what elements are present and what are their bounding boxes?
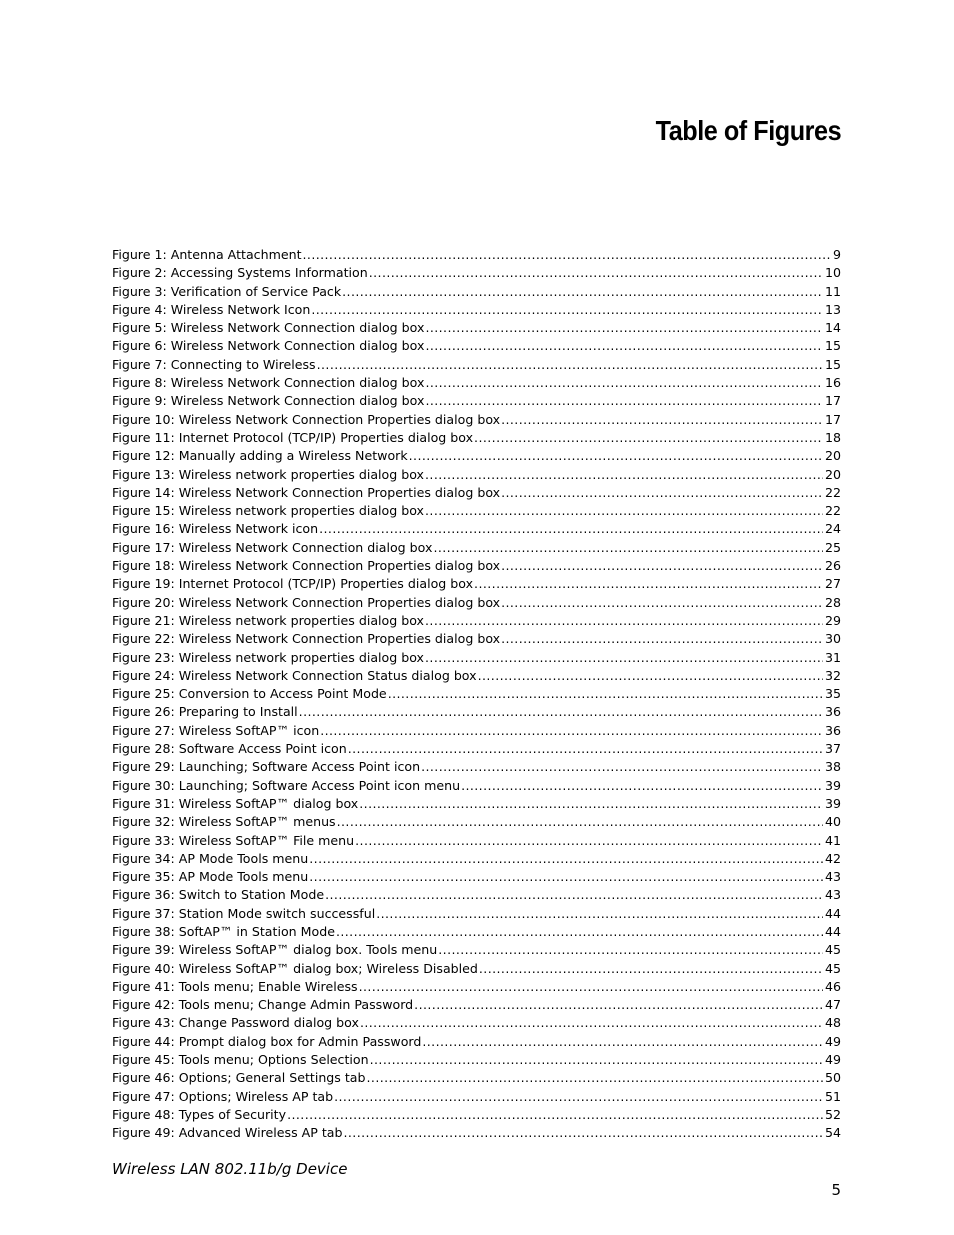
toc-entry[interactable] (112, 960, 841, 978)
toc-entry-page-number: 9 (832, 247, 841, 262)
toc-entry-page-number: 37 (824, 741, 841, 757)
toc-entry-page-number: 39 (824, 777, 841, 793)
toc-entry-label: Figure 39: Wireless SoftAP™ dialog box. Tools menu (112, 942, 438, 958)
toc-entry[interactable] (112, 905, 841, 923)
toc-entry-label: Figure 31: Wireless SoftAP™ dialog box (112, 795, 359, 811)
toc-entry-page-number: 27 (824, 576, 841, 592)
toc-entry-page-number: 17 (824, 393, 841, 409)
toc-entry-page-number: 36 (824, 722, 841, 738)
toc-entry[interactable] (112, 392, 841, 410)
toc-entry-label: Figure 1: Antenna Attachment (112, 247, 302, 262)
toc-entry[interactable] (112, 283, 841, 301)
toc-entry-page-number: 36 (824, 704, 841, 720)
footer-document-title: Wireless LAN 802.11b/g Device (112, 1160, 348, 1178)
toc-entry-label: Figure 2: Accessing Systems Information (112, 265, 368, 281)
toc-entry-label: Figure 5: Wireless Network Connection dialog box (112, 320, 425, 336)
toc-entry[interactable] (112, 685, 841, 703)
toc-entry-label: Figure 13: Wireless network properties dialog box (112, 466, 425, 482)
toc-entry-page-number: 30 (824, 631, 841, 647)
toc-entry-page-number: 47 (824, 997, 841, 1013)
toc-entry-page-number: 45 (824, 942, 841, 958)
dot-leader (425, 612, 823, 630)
toc-entry[interactable] (112, 795, 841, 813)
toc-entry[interactable] (112, 612, 841, 630)
toc-entry-label: Figure 43: Change Password dialog box (112, 1015, 359, 1031)
toc-entry-label: Figure 32: Wireless SoftAP™ menus (112, 814, 336, 830)
toc-entry[interactable] (112, 1106, 841, 1124)
toc-entry-page-number: 26 (824, 558, 841, 574)
toc-entry[interactable] (112, 850, 841, 868)
toc-entry-page-number: 14 (824, 320, 841, 336)
toc-entry[interactable] (112, 356, 841, 374)
toc-entry-page-number: 49 (824, 1033, 841, 1049)
toc-entry-label: Figure 20: Wireless Network Connection Properties dialog box (112, 594, 501, 610)
toc-entry-page-number: 51 (824, 1088, 841, 1104)
toc-entry[interactable] (112, 1124, 841, 1142)
toc-entry-label: Figure 23: Wireless network properties dialog box (112, 649, 425, 665)
toc-entry-label: Figure 4: Wireless Network Icon (112, 301, 311, 317)
toc-entry-label: Figure 18: Wireless Network Connection Properties dialog box (112, 558, 501, 574)
dot-leader (370, 1051, 823, 1069)
toc-entry-label: Figure 24: Wireless Network Connection Status dialog box (112, 667, 477, 683)
dot-leader (337, 813, 823, 831)
toc-entry-label: Figure 16: Wireless Network icon (112, 521, 319, 537)
dot-leader (344, 1124, 823, 1142)
dot-leader (433, 539, 823, 557)
toc-entry[interactable] (112, 813, 841, 831)
toc-entry-label: Figure 44: Prompt dialog box for Admin Password (112, 1033, 422, 1049)
dot-leader (309, 868, 823, 886)
dot-leader (425, 337, 823, 355)
toc-entry[interactable] (112, 319, 841, 337)
dot-leader (425, 502, 823, 520)
toc-entry-label: Figure 33: Wireless SoftAP™ File menu (112, 832, 355, 848)
toc-entry[interactable] (112, 502, 841, 520)
page-number: 5 (831, 1181, 841, 1199)
dot-leader (479, 960, 823, 978)
toc-entry-page-number: 15 (824, 338, 841, 354)
toc-entry-label: Figure 25: Conversion to Access Point Mode (112, 686, 387, 702)
dot-leader (501, 630, 823, 648)
toc-entry-label: Figure 46: Options; General Settings tab (112, 1070, 366, 1086)
toc-entry-label: Figure 40: Wireless SoftAP™ dialog box; Wireless Disabled (112, 960, 478, 976)
toc-entry[interactable] (112, 374, 841, 392)
dot-leader (388, 685, 823, 703)
toc-entry-label: Figure 17: Wireless Network Connection dialog box (112, 539, 433, 555)
dot-leader (303, 246, 831, 264)
dot-leader (421, 758, 823, 776)
toc-entry-page-number: 54 (824, 1125, 841, 1141)
toc-entry[interactable] (112, 1033, 841, 1051)
toc-entry[interactable] (112, 484, 841, 502)
toc-entry-label: Figure 3: Verification of Service Pack (112, 283, 342, 299)
toc-entry-label: Figure 36: Switch to Station Mode (112, 887, 325, 903)
toc-entry-label: Figure 28: Software Access Point icon (112, 741, 347, 757)
dot-leader (311, 301, 823, 319)
toc-entry-label: Figure 48: Types of Security (112, 1106, 287, 1122)
toc-entry[interactable] (112, 429, 841, 447)
toc-entry[interactable] (112, 575, 841, 593)
toc-entry[interactable] (112, 630, 841, 648)
dot-leader (409, 447, 823, 465)
toc-entry-page-number: 41 (824, 832, 841, 848)
toc-entry-label: Figure 26: Preparing to Install (112, 704, 298, 720)
toc-entry-page-number: 20 (824, 448, 841, 464)
toc-entry-page-number: 49 (824, 1052, 841, 1068)
toc-entry[interactable] (112, 1088, 841, 1106)
dot-leader (309, 850, 823, 868)
toc-entry-page-number: 18 (824, 429, 841, 445)
toc-entry-page-number: 44 (824, 923, 841, 939)
toc-entry[interactable] (112, 667, 841, 685)
toc-entry-page-number: 17 (824, 411, 841, 427)
dot-leader (355, 832, 823, 850)
toc-entry-page-number: 40 (824, 814, 841, 830)
toc-entry-page-number: 43 (824, 869, 841, 885)
toc-entry[interactable] (112, 941, 841, 959)
dot-leader (425, 392, 823, 410)
toc-entry[interactable] (112, 411, 841, 429)
dot-leader (360, 1014, 823, 1032)
toc-entry-page-number: 20 (824, 466, 841, 482)
toc-entry-page-number: 24 (824, 521, 841, 537)
dot-leader (376, 905, 823, 923)
toc-entry-page-number: 35 (824, 686, 841, 702)
toc-entry-label: Figure 41: Tools menu; Enable Wireless (112, 978, 358, 994)
toc-entry-page-number: 31 (824, 649, 841, 665)
dot-leader (369, 264, 823, 282)
dot-leader (474, 429, 823, 447)
toc-entry[interactable] (112, 520, 841, 538)
dot-leader (425, 319, 823, 337)
dot-leader (287, 1106, 823, 1124)
toc-entry-page-number: 10 (824, 265, 841, 281)
toc-entry[interactable] (112, 1051, 841, 1069)
toc-entry[interactable] (112, 703, 841, 721)
dot-leader (367, 1069, 823, 1087)
toc-entry[interactable] (112, 996, 841, 1014)
toc-entry-page-number: 50 (824, 1070, 841, 1086)
toc-entry-label: Figure 30: Launching; Software Access Point icon menu (112, 777, 461, 793)
toc-entry-page-number: 32 (824, 667, 841, 683)
toc-entry-label: Figure 45: Tools menu; Options Selection (112, 1052, 369, 1068)
dot-leader (425, 466, 823, 484)
dot-leader (414, 996, 823, 1014)
toc-entry-label: Figure 42: Tools menu; Change Admin Password (112, 997, 414, 1013)
toc-entry-label: Figure 15: Wireless network properties dialog box (112, 503, 425, 519)
toc-entry-page-number: 25 (824, 539, 841, 555)
toc-entry[interactable] (112, 722, 841, 740)
toc-entry[interactable] (112, 740, 841, 758)
toc-entry-label: Figure 29: Launching; Software Access Point icon (112, 759, 421, 775)
table-of-figures-list (112, 246, 841, 1143)
toc-entry-label: Figure 22: Wireless Network Connection Properties dialog box (112, 631, 501, 647)
dot-leader (501, 557, 823, 575)
dot-leader (501, 484, 823, 502)
toc-entry-label: Figure 38: SoftAP™ in Station Mode (112, 923, 335, 939)
toc-entry[interactable] (112, 539, 841, 557)
toc-entry-page-number: 46 (824, 978, 841, 994)
toc-entry[interactable] (112, 832, 841, 850)
dot-leader (438, 941, 823, 959)
toc-entry-label: Figure 49: Advanced Wireless AP tab (112, 1125, 343, 1141)
dot-leader (478, 667, 823, 685)
dot-leader (422, 1033, 823, 1051)
dot-leader (461, 777, 823, 795)
toc-entry-page-number: 45 (824, 960, 841, 976)
toc-entry[interactable] (112, 301, 841, 319)
toc-entry-label: Figure 21: Wireless network properties dialog box (112, 612, 425, 628)
toc-entry-page-number: 44 (824, 905, 841, 921)
toc-entry[interactable] (112, 923, 841, 941)
toc-entry-page-number: 22 (824, 484, 841, 500)
page-title: Table of Figures (655, 115, 841, 146)
dot-leader (336, 923, 823, 941)
toc-entry-label: Figure 37: Station Mode switch successful (112, 905, 376, 921)
toc-entry-label: Figure 47: Options; Wireless AP tab (112, 1088, 334, 1104)
dot-leader (425, 374, 823, 392)
toc-entry[interactable] (112, 1014, 841, 1032)
toc-entry-label: Figure 10: Wireless Network Connection Properties dialog box (112, 411, 501, 427)
toc-entry[interactable] (112, 594, 841, 612)
toc-entry-page-number: 11 (824, 283, 841, 299)
toc-entry-label: Figure 34: AP Mode Tools menu (112, 850, 309, 866)
toc-entry[interactable] (112, 557, 841, 575)
toc-entry-page-number: 38 (824, 759, 841, 775)
toc-entry-page-number: 42 (824, 850, 841, 866)
dot-leader (501, 594, 823, 612)
dot-leader (320, 722, 823, 740)
toc-entry-label: Figure 9: Wireless Network Connection dialog box (112, 393, 425, 409)
toc-entry-label: Figure 35: AP Mode Tools menu (112, 869, 309, 885)
toc-entry[interactable] (112, 337, 841, 355)
toc-entry-page-number: 28 (824, 594, 841, 610)
toc-entry[interactable] (112, 264, 841, 282)
toc-entry[interactable] (112, 868, 841, 886)
dot-leader (299, 703, 823, 721)
toc-entry-page-number: 48 (824, 1015, 841, 1031)
toc-entry[interactable] (112, 777, 841, 795)
toc-entry[interactable] (112, 649, 841, 667)
dot-leader (474, 575, 823, 593)
dot-leader (342, 283, 823, 301)
toc-entry[interactable] (112, 978, 841, 996)
toc-entry-label: Figure 11: Internet Protocol (TCP/IP) Properties dialog box (112, 429, 474, 445)
dot-leader (348, 740, 823, 758)
toc-entry-label: Figure 27: Wireless SoftAP™ icon (112, 722, 320, 738)
toc-entry-page-number: 16 (824, 375, 841, 391)
toc-entry[interactable] (112, 1069, 841, 1087)
toc-entry[interactable] (112, 466, 841, 484)
toc-entry[interactable] (112, 886, 841, 904)
toc-entry-page-number: 15 (824, 356, 841, 372)
dot-leader (359, 795, 823, 813)
toc-entry[interactable] (112, 246, 841, 264)
toc-entry-page-number: 52 (824, 1106, 841, 1122)
toc-entry-page-number: 39 (824, 795, 841, 811)
toc-entry[interactable] (112, 447, 841, 465)
toc-entry-page-number: 29 (824, 612, 841, 628)
toc-entry-page-number: 43 (824, 887, 841, 903)
toc-entry-label: Figure 14: Wireless Network Connection Properties dialog box (112, 484, 501, 500)
toc-entry-label: Figure 12: Manually adding a Wireless Network (112, 448, 408, 464)
toc-entry-label: Figure 6: Wireless Network Connection dialog box (112, 338, 425, 354)
dot-leader (334, 1088, 823, 1106)
dot-leader (425, 649, 823, 667)
toc-entry-label: Figure 7: Connecting to Wireless (112, 356, 316, 372)
dot-leader (325, 886, 823, 904)
dot-leader (317, 356, 823, 374)
toc-entry-page-number: 22 (824, 503, 841, 519)
toc-entry-page-number: 13 (824, 301, 841, 317)
dot-leader (319, 520, 823, 538)
dot-leader (359, 978, 823, 996)
toc-entry-label: Figure 19: Internet Protocol (TCP/IP) Properties dialog box (112, 576, 474, 592)
toc-entry[interactable] (112, 758, 841, 776)
toc-entry-label: Figure 8: Wireless Network Connection dialog box (112, 375, 425, 391)
dot-leader (501, 411, 823, 429)
